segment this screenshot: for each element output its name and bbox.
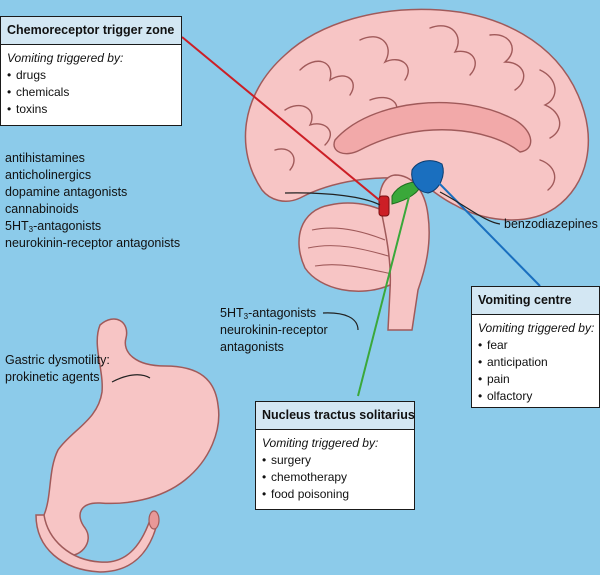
list-item: • food poisoning <box>262 486 408 503</box>
list-item: • anticipation <box>478 354 593 371</box>
nts-drug-pointer <box>323 313 358 330</box>
drug-item: antihistamines <box>5 151 85 165</box>
vc-title: Vomiting centre <box>472 287 599 315</box>
drug-item: dopamine antagonists <box>5 185 128 199</box>
drug-item: $5HT_3$-antagonists <box>220 306 317 321</box>
list-item: • olfactory <box>478 388 593 405</box>
nts-box <box>255 401 415 510</box>
nts-trigger-list <box>262 452 408 503</box>
ctz-region <box>379 196 389 216</box>
nts-drug-list <box>220 305 328 356</box>
list-item: • toxins <box>7 101 175 118</box>
gastric-label: Gastric dysmotility: prokinetic agents <box>5 353 110 384</box>
drug-item: neurokinin-receptor <box>220 323 328 337</box>
ctz-box <box>0 16 182 126</box>
drug-item: $5HT_3$-antagonists <box>5 219 102 234</box>
list-item: • chemotherapy <box>262 469 408 486</box>
nts-subtitle: Vomiting triggered by: <box>262 436 379 450</box>
drug-item: anticholinergics <box>5 168 92 182</box>
list-item: • drugs <box>7 67 175 84</box>
ctz-subtitle: Vomiting triggered by: <box>7 51 124 65</box>
list-item: • surgery <box>262 452 408 469</box>
ctz-trigger-list <box>7 67 175 118</box>
ctz-title: Chemoreceptor trigger zone <box>1 17 181 45</box>
list-item: • chemicals <box>7 84 175 101</box>
duodenum-opening <box>149 511 159 529</box>
ctz-drug-list <box>5 150 180 252</box>
vc-subtitle: Vomiting triggered by: <box>478 321 595 335</box>
vc-drug-label: benzodiazepines <box>504 217 598 231</box>
list-item: • fear <box>478 337 593 354</box>
drug-item: neurokinin-receptor antagonists <box>5 236 181 250</box>
drug-item: antagonists <box>220 340 284 354</box>
nts-title: Nucleus tractus solitarius <box>256 402 414 430</box>
drug-item: cannabinoids <box>5 202 79 216</box>
vc-trigger-list <box>478 337 593 405</box>
vomiting-centre-box <box>471 286 600 408</box>
list-item: • pain <box>478 371 593 388</box>
